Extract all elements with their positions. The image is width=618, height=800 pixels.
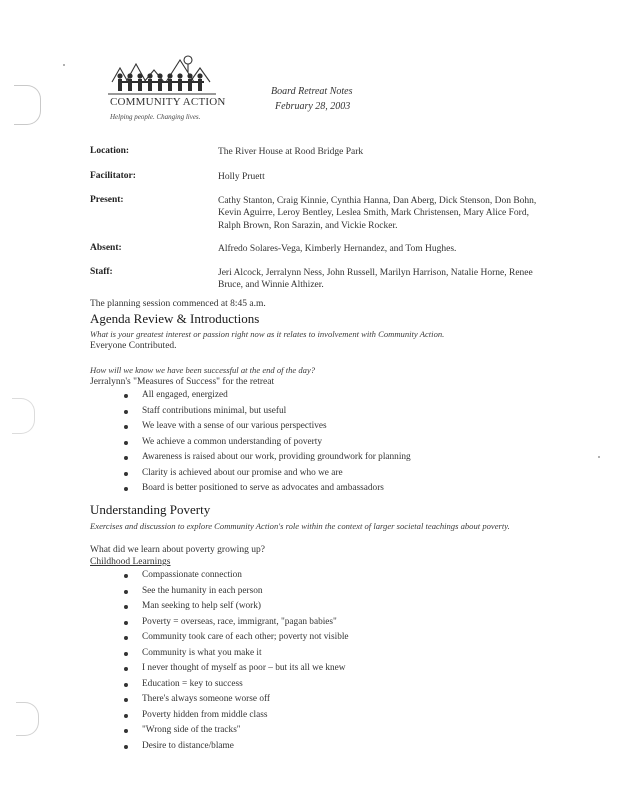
list-item: Staff contributions minimal, but useful	[124, 404, 411, 420]
list-item: All engaged, energized	[124, 388, 411, 404]
bullet-icon	[124, 621, 128, 625]
staff-label: Staff:	[90, 267, 113, 277]
agenda-question: What is your greatest interest or passion right now as it relates to involvement with Community Action.	[90, 329, 445, 339]
bullet-icon	[124, 729, 128, 733]
punch-hole-mark	[16, 702, 39, 736]
scan-speck	[598, 456, 600, 458]
bullet-icon	[124, 667, 128, 671]
list-item: "Wrong side of the tracks"	[124, 723, 349, 739]
punch-hole-mark	[12, 398, 35, 434]
list-item: Community is what you make it	[124, 646, 349, 662]
list-item: Poverty = overseas, race, immigrant, "pagan babies"	[124, 615, 349, 631]
poverty-description: Exercises and discussion to explore Community Action's role within the context of larger societal teachings about poverty.	[90, 521, 510, 531]
list-item: I never thought of myself as poor – but its all we knew	[124, 661, 349, 677]
session-start-text: The planning session commenced at 8:45 a.m.	[90, 299, 266, 309]
list-item: See the humanity in each person	[124, 584, 349, 600]
agenda-heading: Agenda Review & Introductions	[90, 311, 260, 326]
document-title: Board Retreat Notes	[271, 86, 353, 97]
agenda-response: Everyone Contributed.	[90, 341, 177, 351]
punch-hole-mark	[14, 85, 41, 125]
scan-speck	[63, 64, 65, 66]
bullet-icon	[124, 425, 128, 429]
logo-tagline: Helping people. Changing lives.	[110, 113, 201, 121]
list-item: Clarity is achieved about our promise and who we are	[124, 466, 411, 482]
success-question: How will we know we have been successful at the end of the day?	[90, 365, 316, 375]
present-value: Cathy Stanton, Craig Kinnie, Cynthia Hanna, Dan Aberg, Dick Stenson, Don Bohn, Kevin Aguirre, Leroy Bentley, Leslea Smith, Mark Christensen, Mary Alice Ford, Ralph Brown, Ron Sarazin, and Vickie Rocker.	[218, 196, 537, 231]
bullet-icon	[124, 574, 128, 578]
list-item: There's always someone worse off	[124, 692, 349, 708]
list-item: Community took care of each other; poverty not visible	[124, 630, 349, 646]
bullet-icon	[124, 636, 128, 640]
absent-label: Absent:	[90, 243, 122, 253]
bullet-icon	[124, 590, 128, 594]
document-date: February 28, 2003	[275, 101, 351, 112]
present-label: Present:	[90, 195, 124, 205]
childhood-learnings-subheading: Childhood Learnings	[90, 557, 171, 567]
bullet-icon	[124, 441, 128, 445]
bullet-icon	[124, 714, 128, 718]
bullet-icon	[124, 472, 128, 476]
bullet-icon	[124, 698, 128, 702]
poverty-question: What did we learn about poverty growing up?	[90, 545, 265, 555]
bullet-icon	[124, 745, 128, 749]
childhood-learnings-list	[124, 568, 349, 754]
poverty-heading: Understanding Poverty	[90, 502, 211, 517]
bullet-icon	[124, 394, 128, 398]
list-item: We achieve a common understanding of poverty	[124, 435, 411, 451]
list-item: Compassionate connection	[124, 568, 349, 584]
list-item: We leave with a sense of our various perspectives	[124, 419, 411, 435]
bullet-icon	[124, 605, 128, 609]
absent-value: Alfredo Solares-Vega, Kimberly Hernandez, and Tom Hughes.	[218, 244, 457, 254]
location-value: The River House at Rood Bridge Park	[218, 147, 364, 157]
bullet-icon	[124, 487, 128, 491]
measures-intro: Jerralynn's "Measures of Success" for the retreat	[90, 377, 275, 387]
list-item: Board is better positioned to serve as advocates and ambassadors	[124, 481, 411, 497]
bullet-icon	[124, 652, 128, 656]
staff-value: Jeri Alcock, Jerralynn Ness, John Russell, Marilyn Harrison, Natalie Horne, Renee Bruce, and Winnie Althizer.	[218, 268, 533, 291]
list-item: Man seeking to help self (work)	[124, 599, 349, 615]
list-item: Education = key to success	[124, 677, 349, 693]
bullet-icon	[124, 410, 128, 414]
list-item: Poverty hidden from middle class	[124, 708, 349, 724]
facilitator-label: Facilitator:	[90, 171, 136, 181]
list-item: Desire to distance/blame	[124, 739, 349, 755]
facilitator-value: Holly Pruett	[218, 172, 265, 182]
logo-wordmark: COMMUNITY ACTION	[110, 96, 226, 108]
bullet-icon	[124, 456, 128, 460]
measures-list	[124, 388, 411, 497]
list-item: Awareness is raised about our work, providing groundwork for planning	[124, 450, 411, 466]
bullet-icon	[124, 683, 128, 687]
location-label: Location:	[90, 146, 130, 156]
